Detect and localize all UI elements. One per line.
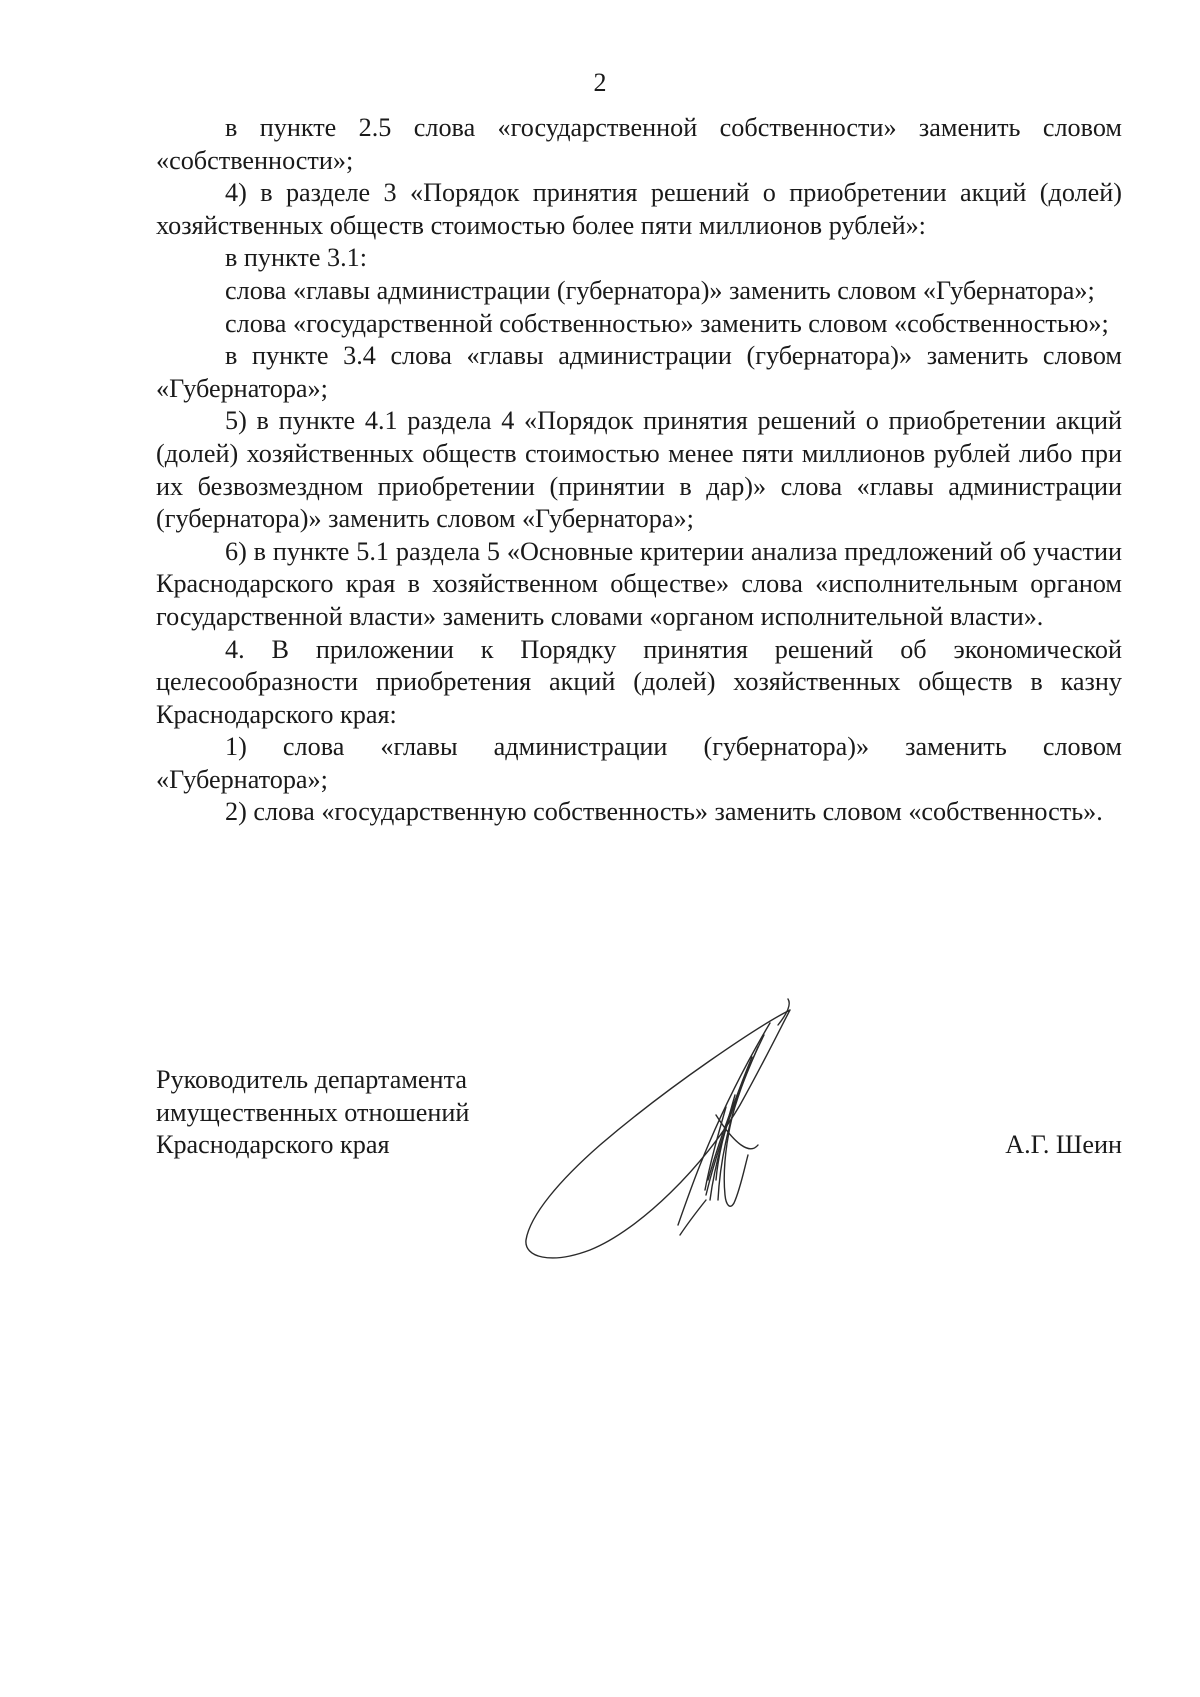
paragraph: 6) в пункте 5.1 раздела 5 «Основные критерии анализа предложений об участии Краснодарского края в хозяйственном обществе» слова «исполнительным органом государственной власти» заменить словами «органом исполнительной власти». [156, 536, 1122, 631]
paragraph: в пункте 3.1: [225, 243, 368, 273]
paragraph: 1) слова «главы администрации (губернатора)» заменить словом «Губернатора»; [156, 732, 1122, 794]
paragraph: 5) в пункте 4.1 раздела 4 «Порядок принятия решений о приобретении акций (долей) хозяйственных обществ стоимостью менее пяти миллионов рублей либо при их безвозмездном приобретении (принятии в дар)» слова «главы администрации (губернатора)» заменить словом «Губернатора»; [156, 406, 1122, 534]
signatory-position [156, 1064, 469, 1162]
document-body [156, 112, 1122, 829]
paragraph: 2) слова «государственную собственность» заменить словом «собственность». [225, 797, 1103, 827]
paragraph: 4. В приложении к Порядку принятия решений об экономической целесообразности приобретения акций (долей) хозяйственных обществ в казну Краснодарского края: [156, 634, 1122, 729]
signatory-position-line: Руководитель департамента [156, 1065, 467, 1094]
paragraph: в пункте 2.5 слова «государственной собственности» заменить словом «собственности»; [156, 113, 1122, 175]
signatory-position-line: имущественных отношений [156, 1097, 470, 1127]
paragraph: слова «главы администрации (губернатора)» заменить словом «Губернатора»; [225, 275, 1095, 305]
handwritten-signature [520, 995, 820, 1265]
page-number: 2 [593, 68, 607, 97]
signatory-position-line: Краснодарского края [156, 1130, 390, 1160]
paragraph: слова «государственной собственностью» заменить словом «собственностью»; [225, 308, 1109, 338]
paragraph: в пункте 3.4 слова «главы администрации (губернатора)» заменить словом «Губернатора»; [156, 341, 1122, 403]
paragraph: 4) в разделе 3 «Порядок принятия решений о приобретении акций (долей) хозяйственных обществ стоимостью более пяти миллионов рублей»: [156, 178, 1122, 240]
signatory-name: А.Г. Шеин [1005, 1130, 1122, 1159]
